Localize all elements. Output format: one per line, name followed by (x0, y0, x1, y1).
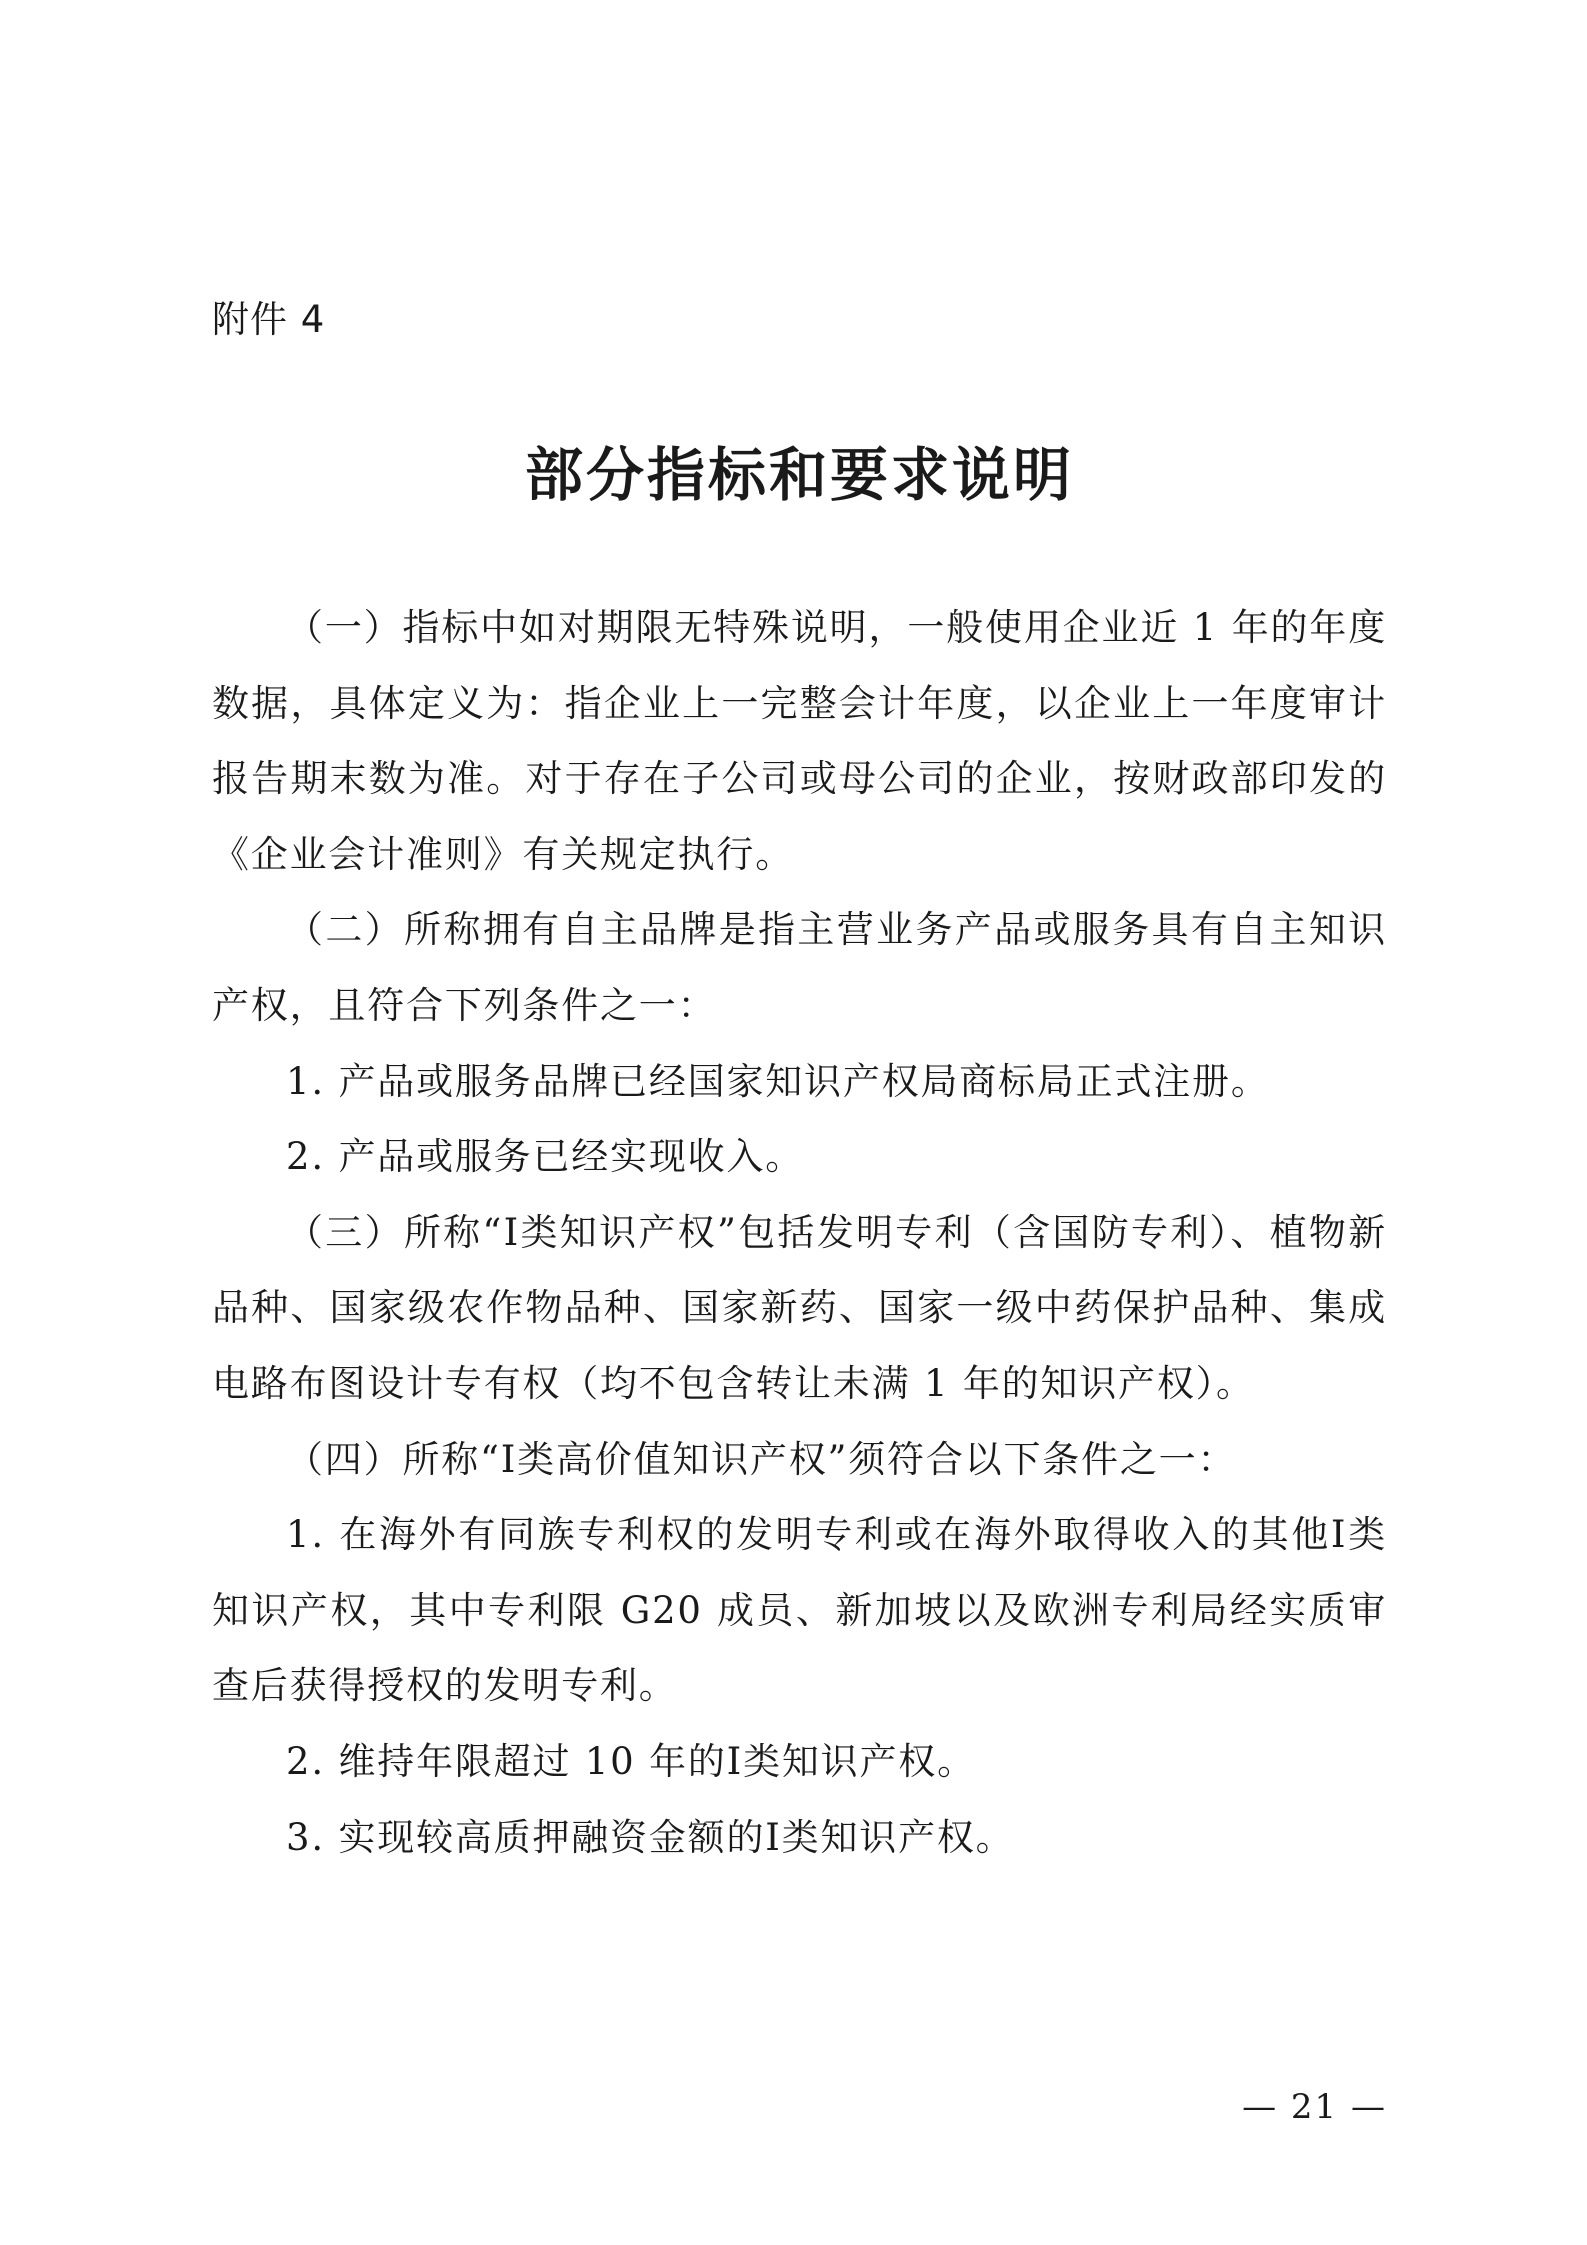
attachment-label: 附件 4 (212, 298, 326, 341)
paragraph-high-value-condition-2: 2. 维持年限超过 10 年的Ⅰ类知识产权。 (286, 1739, 976, 1783)
page-number: — 21 — (1242, 2087, 1387, 2127)
document-title: 部分指标和要求说明 (524, 441, 1074, 509)
paragraph-high-value-ip: （四）所称“Ⅰ类高价值知识产权”须符合以下条件之一： (286, 1437, 1237, 1481)
paragraph-own-brand-condition-1: 1. 产品或服务品牌已经国家知识产权局商标局正式注册。 (286, 1059, 1270, 1103)
paragraph-own-brand: （二）所称拥有自主品牌是指主营业务产品或服务具有自主知识产权，且符合下列条件之一： (212, 908, 1387, 1027)
paragraph-own-brand-condition-2: 2. 产品或服务已经实现收入。 (286, 1135, 805, 1179)
paragraph-high-value-condition-1: 1. 在海外有同族专利权的发明专利或在海外取得收入的其他Ⅰ类知识产权，其中专利限 G20 成员、新加坡以及欧洲专利局经实质审查后获得授权的发明专利。 (212, 1513, 1387, 1708)
paragraph-definition-period: （一）指标中如对期限无特殊说明，一般使用企业近 1 年的年度数据，具体定义为：指企业上一完整会计年度，以企业上一年度审计报告期末数为准。对于存在子公司或母公司的企业，按财政部印发的《企业会计准则》有关规定执行。 (212, 606, 1387, 876)
paragraph-high-value-condition-3: 3. 实现较高质押融资金额的Ⅰ类知识产权。 (286, 1815, 1015, 1859)
document-body (212, 590, 1387, 1875)
paragraph-class-one-ip: （三）所称“Ⅰ类知识产权”包括发明专利（含国防专利）、植物新品种、国家级农作物品种、国家新药、国家一级中药保护品种、集成电路布图设计专有权（均不包含转让未满 1 年的知识产权）。 (212, 1210, 1387, 1405)
